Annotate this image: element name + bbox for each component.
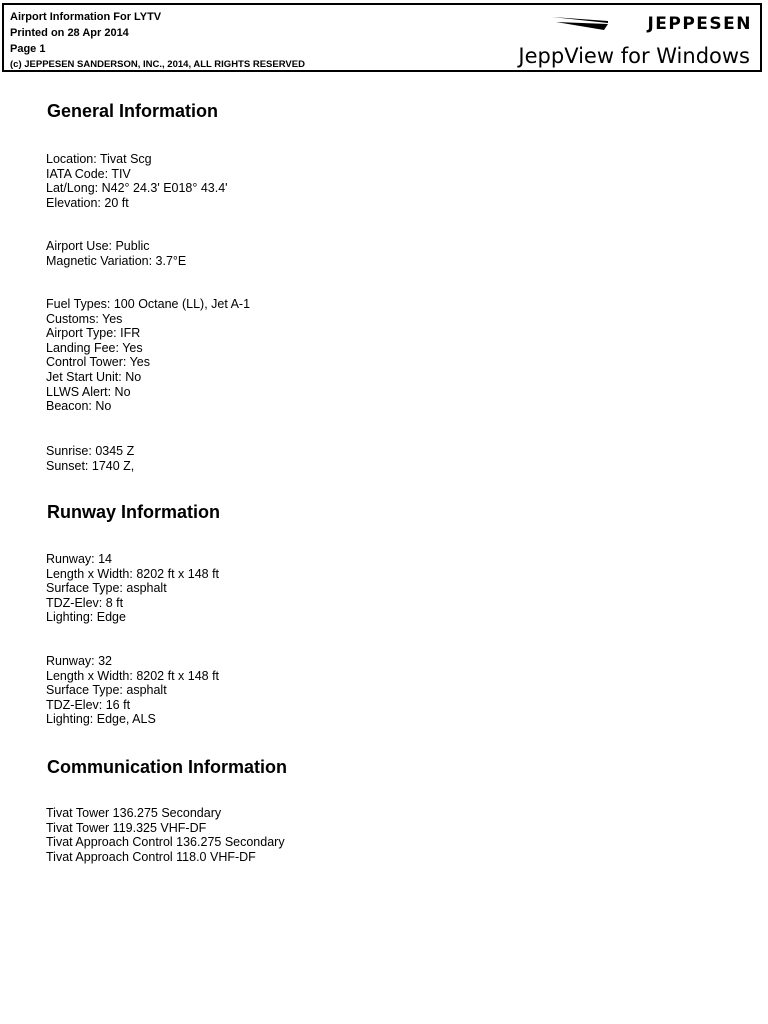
info-line: Length x Width: 8202 ft x 148 ft [46, 566, 220, 581]
communication-information-heading: Communication Information [47, 757, 287, 777]
runway-information-heading: Runway Information [47, 502, 221, 522]
general-location-group [46, 152, 228, 210]
header-print-date: Printed on 28 Apr 2014 [10, 27, 129, 39]
general-usage-group [46, 239, 186, 268]
info-line: Runway: 14 [46, 552, 113, 566]
info-line: IATA Code: TIV [46, 166, 131, 181]
communication-frequencies-group [46, 806, 285, 864]
info-line: Surface Type: asphalt [46, 683, 167, 698]
info-line: LLWS Alert: No [46, 384, 131, 399]
info-line: Lat/Long: N42° 24.3' E018° 43.4' [46, 181, 228, 196]
runway-32-group [46, 654, 219, 727]
brand-name: JEPPESEN [647, 14, 752, 34]
info-line: Sunrise: 0345 Z [46, 444, 135, 458]
info-line: Tivat Tower 119.325 VHF-DF [46, 820, 207, 835]
info-line: Jet Start Unit: No [46, 369, 142, 384]
info-line: Airport Type: IFR [46, 326, 141, 341]
general-sun-group [46, 444, 134, 473]
info-line: Runway: 32 [46, 654, 113, 668]
runway-14-group [46, 552, 219, 625]
info-line: Landing Fee: Yes [46, 340, 143, 355]
jeppesen-swoosh-icon [552, 15, 608, 31]
general-facilities-group [46, 297, 250, 414]
info-line: Lighting: Edge [46, 610, 126, 625]
info-line: Fuel Types: 100 Octane (LL), Jet A-1 [46, 297, 251, 311]
info-line: Magnetic Variation: 3.7°E [46, 253, 187, 268]
info-line: Length x Width: 8202 ft x 148 ft [46, 668, 220, 683]
info-line: Sunset: 1740 Z, [46, 458, 135, 473]
info-line: Elevation: 20 ft [46, 195, 129, 210]
info-line: Location: Tivat Scg [46, 152, 152, 166]
info-line: Lighting: Edge, ALS [46, 712, 156, 727]
info-line: TDZ-Elev: 16 ft [46, 697, 131, 712]
info-line: TDZ-Elev: 8 ft [46, 595, 124, 610]
info-line: Tivat Approach Control 118.0 VHF-DF [46, 849, 256, 864]
header-copyright: (c) JEPPESEN SANDERSON, INC., 2014, ALL RIGHTS RESERVED [10, 59, 305, 70]
header-info [10, 9, 305, 73]
jeppesen-logo [552, 13, 752, 33]
header-page-number: Page 1 [10, 43, 46, 55]
info-line: Control Tower: Yes [46, 355, 150, 370]
page-header [2, 3, 762, 72]
info-line: Surface Type: asphalt [46, 581, 167, 596]
header-title: Airport Information For LYTV [10, 11, 162, 23]
info-line: Tivat Approach Control 136.275 Secondary [46, 835, 285, 850]
general-information-heading: General Information [47, 101, 219, 121]
info-line: Airport Use: Public [46, 239, 150, 253]
product-name: JeppView for Windows [518, 44, 750, 68]
info-line: Beacon: No [46, 399, 112, 414]
info-line: Customs: Yes [46, 311, 123, 326]
info-line: Tivat Tower 136.275 Secondary [46, 806, 222, 820]
